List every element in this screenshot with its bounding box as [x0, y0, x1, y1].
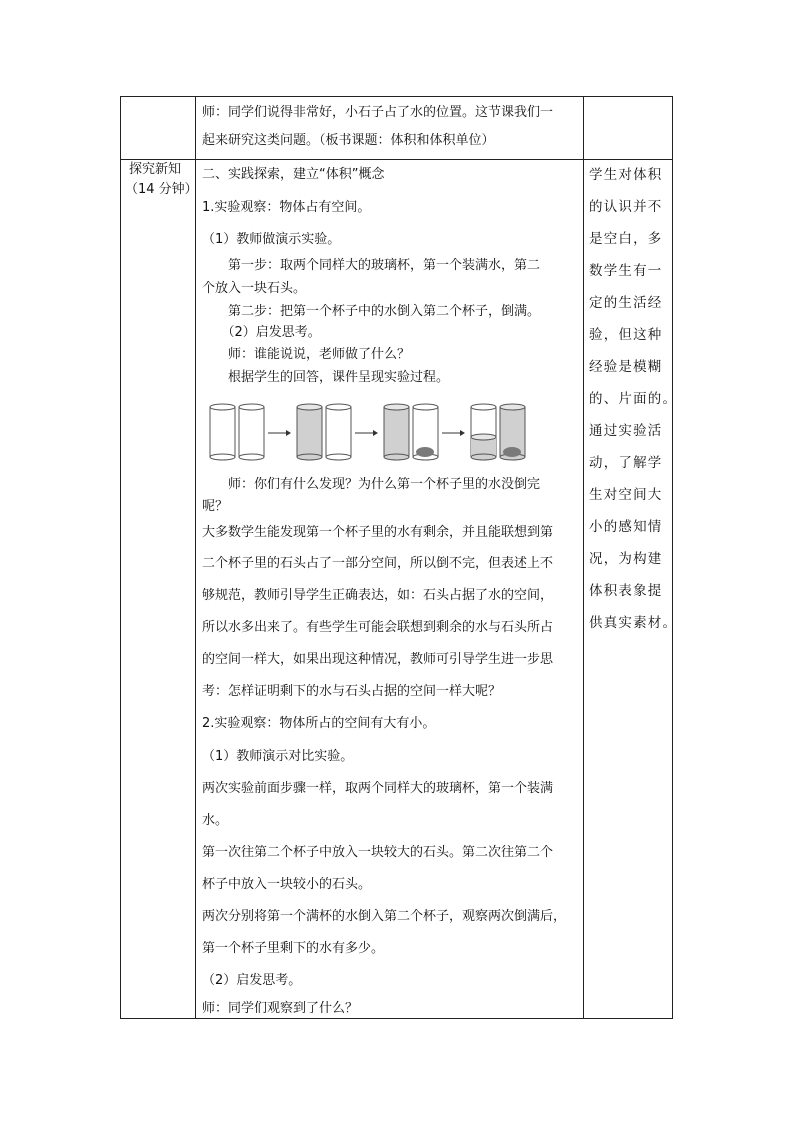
lesson-plan-table — [120, 96, 678, 1019]
text-line: 第一步：取两个同样大的玻璃杯，第一个装满水，第二 — [202, 258, 541, 273]
text-line: 学生对体积 — [589, 167, 663, 183]
text-line: 小的感知情 — [589, 519, 663, 535]
text-line: 起来研究这类问题。（板书课题：体积和体积单位） — [202, 133, 495, 148]
row1-middle-cell — [196, 97, 583, 159]
text-line: （2）启发思考。 — [202, 973, 302, 988]
text-line: 的、片面的。 — [589, 391, 678, 407]
text-line: 通过实验活 — [589, 423, 663, 439]
text-line: 第一个杯子里剩下的水有多少。 — [202, 941, 385, 956]
text-line: 个放入一块石头。 — [202, 281, 307, 296]
text-line: 所以水多出来了。有些学生可能会联想到剩余的水与石头所占 — [202, 620, 554, 635]
row2-middle-cell — [196, 159, 583, 1019]
text-line: 定的生活经 — [589, 295, 663, 311]
text-line: 师：谁能说说，老师做了什么？ — [202, 347, 411, 362]
text-line: 验，但这种 — [589, 327, 663, 343]
row2-left-cell — [121, 159, 198, 1019]
stone-icon — [503, 447, 521, 457]
text-line: 数学生有一 — [589, 263, 663, 279]
text-line: 生对空间大 — [589, 487, 663, 503]
text-line: 根据学生的回答，课件呈现实验过程。 — [202, 370, 450, 385]
text-line: 大多数学生能发现第一个杯子里的水有剩余，并且能联想到第 — [202, 525, 554, 540]
text-line: 的认识并不 — [589, 199, 663, 215]
text-line: 两次分别将第一个满杯的水倒入第二个杯子，观察两次倒满后， — [202, 909, 567, 924]
text-line: 杯子中放入一块较小的石头。 — [202, 877, 372, 892]
text-line: 体积表象提 — [589, 583, 663, 599]
text-line: 供真实素材。 — [589, 615, 678, 631]
stage-duration: （14 分钟） — [125, 182, 198, 197]
both-filled-cups — [297, 404, 351, 460]
text-line: 的空间一样大，如果出现这种情况，教师可引导学生进一步思 — [202, 652, 554, 667]
text-line: 2.实验观察：物体所占的空间有大有小。 — [202, 716, 436, 731]
text-line: 师：同学们说得非常好，小石子占了水的位置。这节课我们一 — [202, 105, 554, 120]
text-line: 水。 — [202, 813, 229, 828]
text-line: 动，了解学 — [589, 455, 663, 471]
row2-right-cell — [584, 159, 678, 1019]
text-line: 第二步：把第一个杯子中的水倒入第二个杯子，倒满。 — [202, 304, 541, 319]
arrow-icon — [268, 430, 291, 436]
arrow-icon — [355, 430, 378, 436]
text-line: 二、实践探索，建立“体积”概念 — [202, 167, 385, 182]
stone-icon — [416, 447, 434, 457]
text-line: 是空白，多 — [589, 231, 663, 247]
full-cup-and-stone-cup — [384, 404, 438, 460]
text-line: （2）启发思考。 — [202, 325, 321, 340]
arrow-icon — [442, 430, 465, 436]
text-line: （1）教师做演示实验。 — [202, 232, 341, 247]
leftover-water-and-stone-cup — [471, 404, 525, 460]
experiment-illustration — [204, 401, 534, 463]
text-line: （1）教师演示对比实验。 — [202, 749, 354, 764]
text-line: 师：你们有什么发现？为什么第一个杯子里的水没倒完 — [202, 477, 541, 492]
text-line: 况，为构建 — [589, 551, 663, 567]
text-line: 师：同学们观察到了什么？ — [202, 1001, 359, 1016]
text-line: 呢？ — [202, 499, 229, 514]
text-line: 1.实验观察：物体占有空间。 — [202, 200, 371, 215]
text-line: 经验是模糊 — [589, 359, 663, 375]
text-line: 考：怎样证明剩下的水与石头占据的空间一样大呢？ — [202, 684, 502, 699]
text-line: 够规范，教师引导学生正确表达，如：石头占据了水的空间， — [202, 588, 554, 603]
text-line: 二个杯子里的石头占了一部分空间，所以倒不完，但表述上不 — [202, 556, 554, 571]
text-line: 第一次往第二个杯子中放入一块较大的石头。第二次往第二个 — [202, 845, 554, 860]
text-line: 两次实验前面步骤一样，取两个同样大的玻璃杯，第一个装满 — [202, 781, 554, 796]
stage-label: 探究新知 — [129, 162, 182, 177]
two-empty-cups — [210, 404, 264, 460]
